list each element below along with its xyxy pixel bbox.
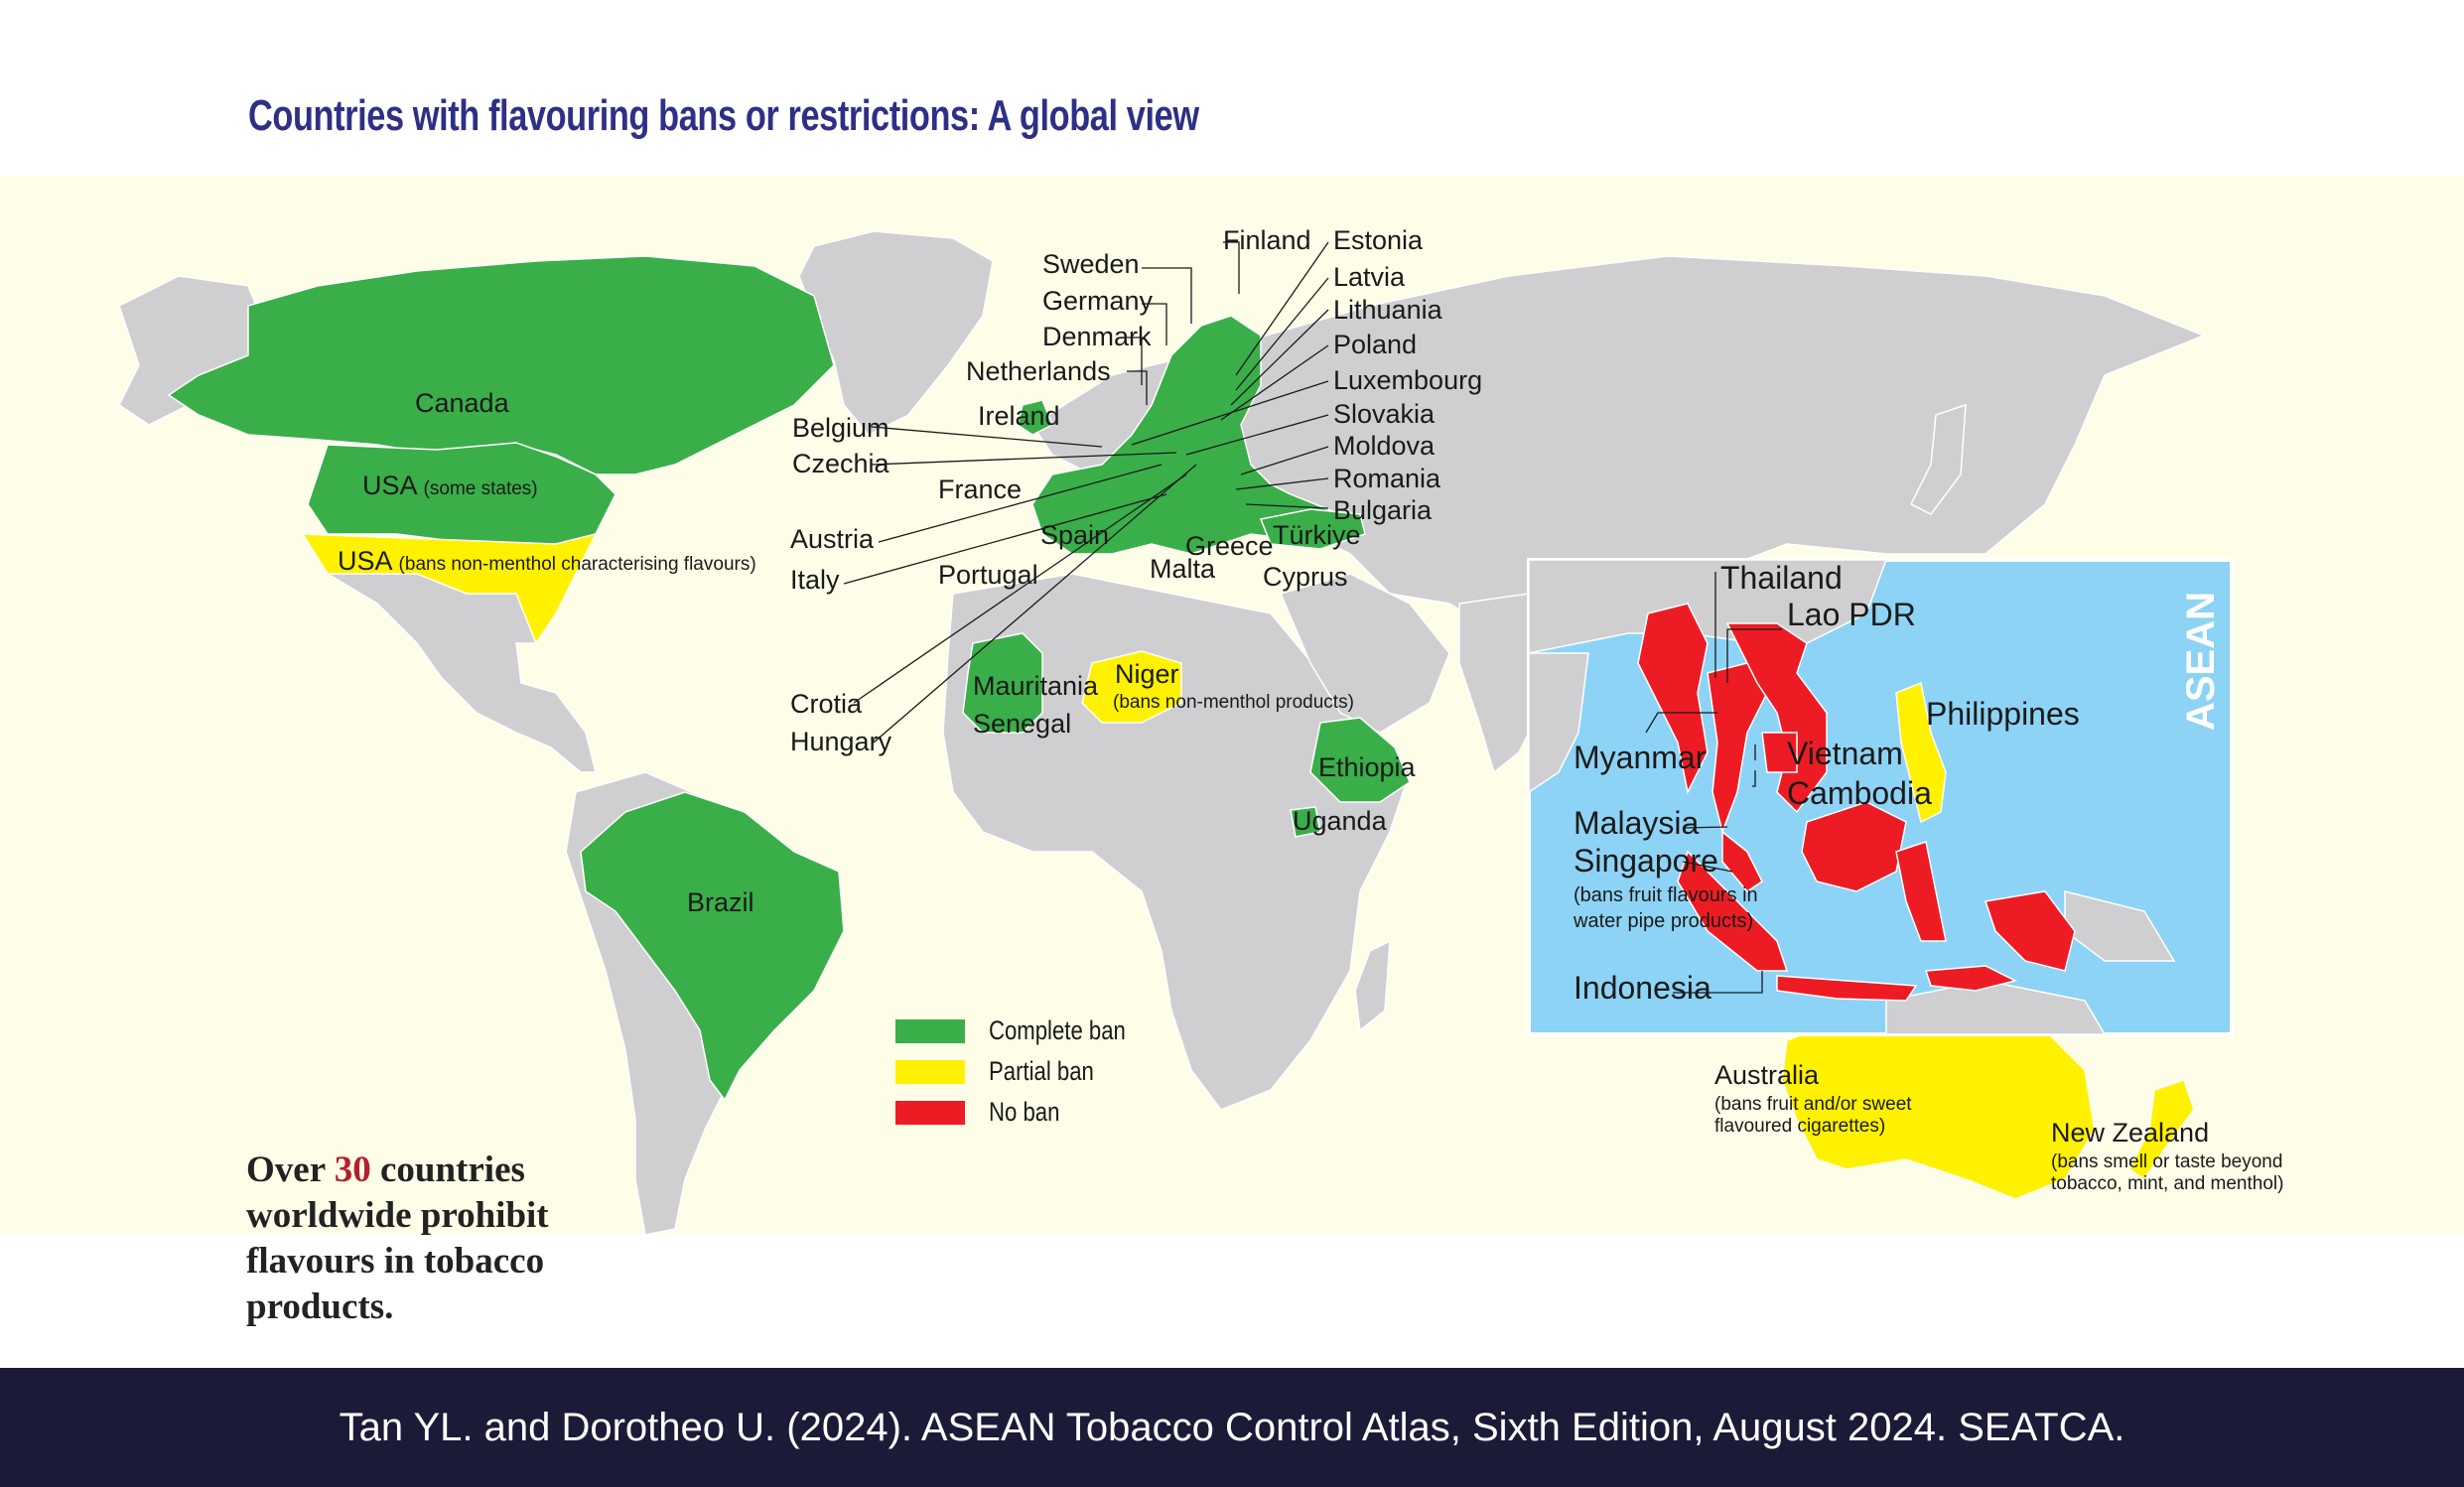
- label-hungary: Hungary: [790, 727, 892, 756]
- inset-label-singapore-note-1: (bans fruit flavours in: [1574, 884, 1758, 906]
- inset-label-singapore-note-2: water pipe products): [1574, 910, 1754, 932]
- label-usa-some: USA (some states): [362, 471, 538, 500]
- label-australia-note-1: (bans fruit and/or sweet: [1714, 1094, 1912, 1115]
- label-uganda: Uganda: [1293, 806, 1387, 836]
- inset-label-singapore: Singapore: [1574, 843, 1718, 879]
- inset-label-lao: Lao PDR: [1787, 597, 1916, 632]
- label-senegal: Senegal: [973, 709, 1072, 739]
- summary-text: [246, 1148, 663, 1330]
- label-slovakia: Slovakia: [1333, 399, 1436, 429]
- inset-label-myanmar: Myanmar: [1574, 740, 1707, 775]
- greenland: [799, 231, 993, 435]
- label-poland: Poland: [1333, 330, 1418, 359]
- label-canada: Canada: [415, 388, 509, 418]
- label-romania: Romania: [1333, 464, 1441, 493]
- label-netherlands: Netherlands: [966, 356, 1111, 386]
- label-usa-menthol: USA (bans non-menthol characterising flavours): [338, 546, 756, 576]
- label-estonia: Estonia: [1333, 225, 1424, 255]
- legend-swatch-complete: [895, 1019, 965, 1043]
- inset-label-thailand: Thailand: [1720, 560, 1843, 596]
- legend-item-complete: [895, 1015, 1156, 1046]
- label-austria: Austria: [790, 524, 875, 554]
- label-finland: Finland: [1223, 225, 1311, 255]
- legend-swatch-partial: [895, 1060, 965, 1084]
- label-france: France: [938, 474, 1023, 504]
- label-nz-note-2: tobacco, mint, and menthol): [2051, 1173, 2284, 1194]
- label-spain: Spain: [1040, 520, 1110, 550]
- inset-label-vietnam: Vietnam: [1787, 736, 1903, 771]
- label-niger-note: (bans non-menthol products): [1113, 692, 1354, 713]
- footer-citation: Tan YL. and Dorotheo U. (2024). ASEAN Tobacco Control Atlas, Sixth Edition, August 2024. SEATCA.: [339, 1405, 2125, 1449]
- label-greece: Greece: [1185, 531, 1274, 561]
- label-luxembourg: Luxembourg: [1333, 365, 1483, 395]
- inset-label-cambodia: Cambodia: [1787, 775, 1932, 811]
- label-italy: Italy: [790, 565, 840, 595]
- label-mauritania: Mauritania: [973, 671, 1099, 701]
- legend-item-partial: [895, 1056, 1117, 1087]
- legend-swatch-noban: [895, 1101, 965, 1125]
- inset-label-malaysia: Malaysia: [1574, 805, 1700, 841]
- label-sweden: Sweden: [1042, 249, 1140, 279]
- canada: [169, 256, 834, 474]
- label-latvia: Latvia: [1333, 262, 1406, 292]
- label-germany: Germany: [1042, 286, 1154, 316]
- summary-pre: Over: [246, 1149, 335, 1190]
- label-malta: Malta: [1150, 554, 1216, 584]
- label-lithuania: Lithuania: [1333, 295, 1442, 325]
- label-turkiye: Türkiye: [1273, 520, 1361, 550]
- world-map-svg: [0, 177, 2464, 1235]
- summary-number: 30: [334, 1149, 371, 1190]
- asean-inset: [1529, 560, 2232, 1034]
- label-bulgaria: Bulgaria: [1333, 495, 1433, 525]
- legend-label-partial: Partial ban: [989, 1056, 1094, 1086]
- legend-label-complete: Complete ban: [989, 1015, 1126, 1045]
- label-brazil: Brazil: [687, 887, 754, 917]
- legend-label-noban: No ban: [989, 1097, 1060, 1127]
- world-map: [0, 177, 2464, 1327]
- summary-post: countries worldwide prohibit flavours in tobacco products.: [246, 1149, 549, 1327]
- inset-title: ASEAN: [2179, 592, 2223, 732]
- inset-label-philippines: Philippines: [1926, 696, 2080, 732]
- label-ireland: Ireland: [978, 401, 1060, 431]
- label-cyprus: Cyprus: [1263, 562, 1348, 592]
- label-denmark: Denmark: [1042, 322, 1152, 351]
- label-new-zealand: New Zealand: [2051, 1118, 2210, 1148]
- madagascar: [1355, 941, 1390, 1030]
- label-australia: Australia: [1714, 1060, 1820, 1090]
- label-moldova: Moldova: [1333, 431, 1436, 461]
- legend-item-noban: [895, 1097, 1075, 1128]
- label-crotia: Crotia: [790, 689, 863, 719]
- label-belgium: Belgium: [792, 413, 890, 443]
- page-title: Countries with flavouring bans or restrictions: A global view: [248, 91, 1199, 140]
- label-niger: Niger: [1115, 659, 1179, 689]
- label-nz-note-1: (bans smell or taste beyond: [2051, 1151, 2283, 1172]
- label-australia-note-2: flavoured cigarettes): [1714, 1116, 1886, 1137]
- inset-label-indonesia: Indonesia: [1574, 970, 1711, 1006]
- label-portugal: Portugal: [938, 560, 1038, 590]
- footer: [0, 1368, 2464, 1487]
- label-czechia: Czechia: [792, 449, 890, 478]
- label-ethiopia: Ethiopia: [1318, 752, 1416, 782]
